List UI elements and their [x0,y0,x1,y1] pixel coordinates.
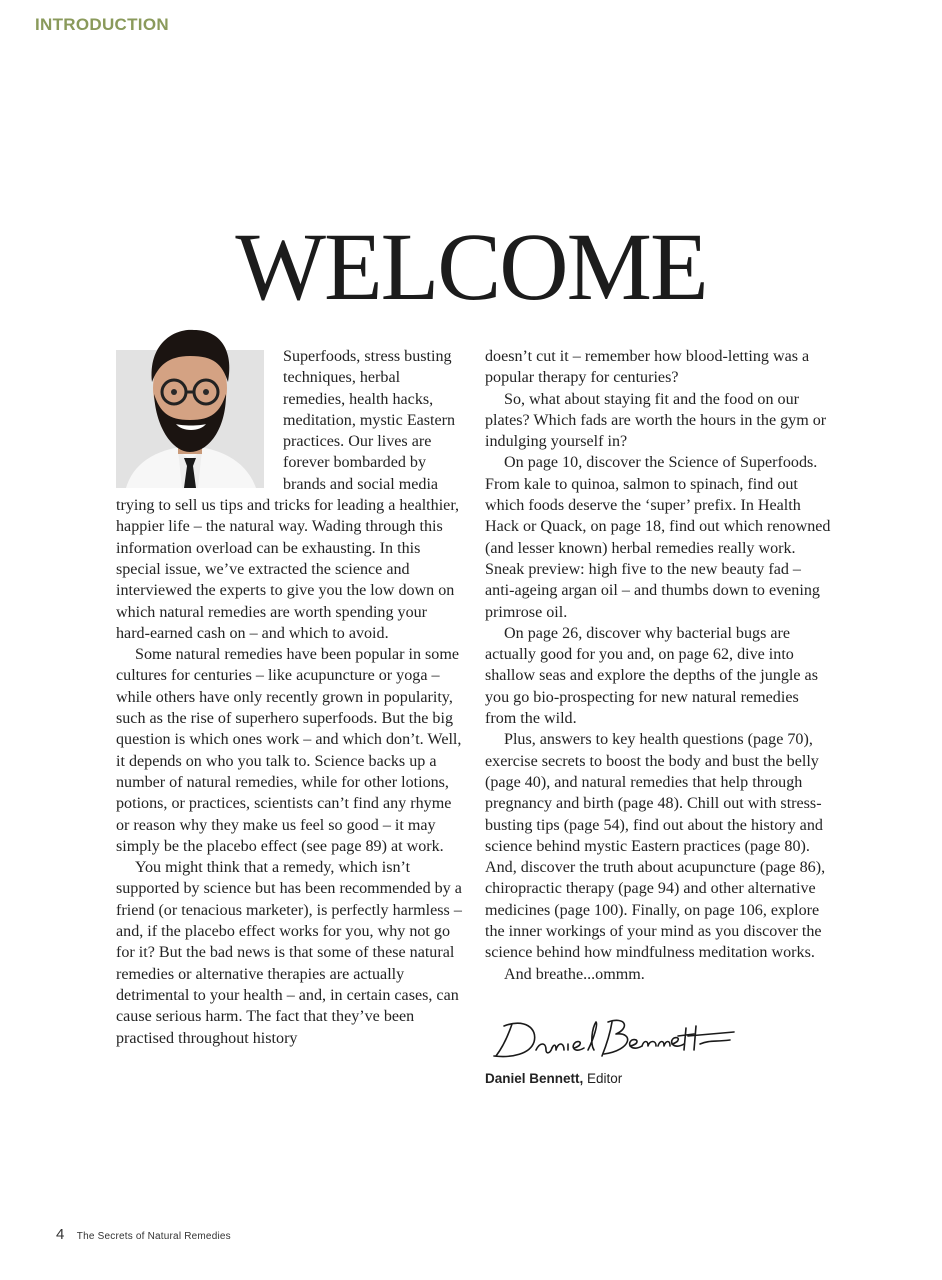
right-paragraph-5: Plus, answers to key health questions (page 70), exercise secrets to boost the body and bust the belly (page 40), and natural remedies that help through pregnancy and birth (page 48). Chill out with stress-busting tips (page 54), find out about the history and science behind mystic Eastern practices (page 80). And, discover the truth about acupuncture (page 86), chiropractic therapy (page 94) and other alternative medicines (page 100). Finally, on page 106, explore the inner workings of your mind as you discover the science behind how mindfulness meditation works. [485,731,826,962]
editor-signature [490,1010,740,1070]
right-paragraph-4: On page 26, discover why bacterial bugs are actually good for you and, on page 62, dive into shallow seas and explore the depths of the jungle as you go bio-prospecting for new natural remedies from the wild. [485,624,818,728]
editor-portrait-image [116,320,264,488]
page-number: 4 [56,1226,65,1243]
left-paragraph-3: You might think that a remedy, which isn’t supported by science but has been recommended by a friend (or tenacious marketer), is perfectly harmless – and, if the placebo effect works for you, why not go for it? But the bad news is that some of these natural remedies or alternative therapies are actually detrimental to your health – and, in certain cases, can cause serious harm. The fact that they’ve been practised throughout history [116,859,462,1047]
right-paragraph-6: And breathe...ommm. [504,965,645,983]
page-footer [56,1226,231,1244]
page-title: WELCOME [235,213,707,320]
right-column [485,346,831,985]
left-column [116,346,462,1049]
editor-name: Daniel Bennett, [485,1071,584,1086]
left-paragraph-2: Some natural remedies have been popular in some cultures for centuries – like acupuncture or yoga – while others have only recently grown in popularity, such as the rise of superhero superfoods. But the big question is which ones work – and which don’t. Well, it depends on who you talk to. Science backs up a number of natural remedies, while for other lotions, potions, or practices, scientists can’t find any rhyme or reason why they make us feel so good – it may simply be the placebo effect (see page 89) at work. [116,646,462,855]
left-paragraph-1: Superfoods, stress busting techniques, herbal remedies, health hacks, meditation, mystic Eastern practices. Our lives are forever bombarded by brands and social media trying to sell us tips and tricks for leading a healthier, happier life – the natural way. Wading through this information overload can be exhausting. In this special issue, we’ve extracted the science and interviewed the experts to give you the low down on which natural remedies are worth spending your hard-earned cash on – and which to avoid. [116,348,460,642]
publication-title: The Secrets of Natural Remedies [76,1231,231,1242]
section-label: INTRODUCTION [35,15,169,34]
editor-photo [116,350,264,484]
editor-role: Editor [587,1071,623,1086]
right-paragraph-2: So, what about staying fit and the food on our plates? Which fads are worth the hours in the gym or indulging yourself in? [485,390,827,451]
right-paragraph-1: doesn’t cut it – remember how blood-letting was a popular therapy for centuries? [485,348,810,387]
editor-byline [485,1071,622,1086]
right-paragraph-3: On page 10, discover the Science of Superfoods. From kale to quinoa, salmon to spinach, find out which foods deserve the ‘super’ prefix. In Health Hack or Quack, on page 18, find out which renowned (and lesser known) herbal remedies really work. Sneak preview: high five to the new beauty fad – anti-ageing argan oil – and thumbs down to evening primrose oil. [485,454,831,621]
